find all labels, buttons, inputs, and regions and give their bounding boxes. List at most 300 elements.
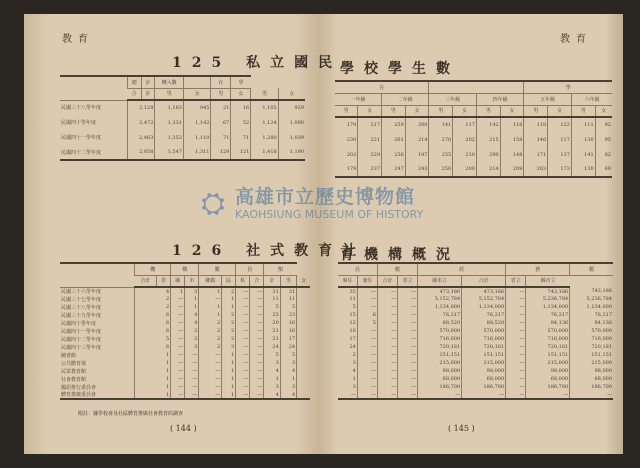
cell-value: — — [199, 383, 222, 391]
table-row — [338, 295, 613, 303]
table-row — [338, 359, 613, 367]
table-row — [338, 319, 613, 327]
cell-value: — — [506, 343, 526, 351]
table-row — [338, 311, 613, 319]
left-header: 教育 — [62, 34, 94, 45]
cell-value: 2 — [222, 335, 236, 343]
cell-value: 1,353 — [155, 130, 184, 145]
cell-value: 92 — [595, 117, 612, 132]
cell-value: 3 — [280, 383, 296, 391]
table-row — [338, 343, 613, 351]
column-header: 員 — [236, 263, 264, 275]
column-header: 構 — [171, 263, 199, 275]
column-header: 學 — [524, 81, 612, 93]
cell-value: — — [377, 295, 397, 303]
cell-value: 186,700 — [462, 383, 506, 391]
table-row — [335, 132, 612, 147]
table-row — [60, 359, 310, 367]
column-header: 合 — [250, 275, 264, 287]
cell-value: 221 — [358, 132, 382, 147]
cell-value — [297, 359, 310, 367]
table-row — [60, 367, 310, 375]
cell-value: — — [506, 303, 526, 311]
column-header: 數 — [199, 263, 236, 275]
column-header: 三年級 — [429, 93, 476, 105]
cell-value: — — [377, 327, 397, 335]
cell-value: 2 — [135, 303, 171, 311]
cell-value: 720,181 — [462, 343, 506, 351]
table-row — [338, 327, 613, 335]
cell-value: — — [185, 351, 199, 359]
cell-value: 116 — [500, 117, 524, 132]
table-row — [338, 383, 613, 391]
cell-value: 716,000 — [570, 335, 613, 343]
table-row — [335, 105, 612, 117]
cell-value: 215,000 — [418, 359, 462, 367]
cell-value: 210 — [453, 147, 477, 162]
cell-value: — — [185, 391, 199, 399]
table-row — [60, 375, 310, 383]
row-label: 民國四十三學年度 — [61, 344, 102, 351]
table-row — [60, 311, 310, 319]
cell-value: — — [398, 367, 418, 375]
stub-header — [60, 263, 135, 287]
column-header: 男 — [335, 105, 358, 117]
cell-value: — — [171, 335, 185, 343]
column-header: 五年級 — [524, 93, 571, 105]
cell-value: 6 — [135, 343, 171, 351]
cell-value: 35 — [349, 288, 356, 295]
cell-value: — — [185, 359, 199, 367]
table125-right — [335, 80, 612, 178]
cell-value: — — [506, 287, 526, 295]
cell-value: 1 — [185, 303, 199, 311]
column-header: 合 — [127, 88, 141, 100]
table-row — [338, 351, 613, 359]
cell-value: — — [398, 327, 418, 335]
cell-value: 118 — [524, 117, 548, 132]
column-header: 兼任 — [357, 275, 377, 287]
cell-value: — — [171, 359, 185, 367]
cell-value: — — [171, 391, 185, 399]
table-row — [60, 343, 310, 351]
table-row — [338, 335, 613, 343]
table-row — [60, 130, 305, 145]
cell-value — [297, 383, 310, 391]
column-header: 男 — [251, 88, 278, 100]
cell-value: — — [199, 391, 222, 399]
cell-value: 1,311 — [183, 145, 210, 160]
cell-value: 141 — [429, 117, 453, 132]
cell-value: 71 — [231, 130, 251, 145]
table125-title-right: 學校學生數 — [340, 61, 460, 77]
cell-value: — — [250, 327, 264, 335]
museum-logo-icon: ⛭ — [201, 186, 225, 221]
column-header: 四年級 — [476, 93, 523, 105]
cell-value: 17 — [349, 336, 356, 342]
cell-value: 202 — [453, 132, 477, 147]
cell-value: 1 — [222, 295, 236, 303]
cell-value: — — [357, 343, 377, 351]
cell-value: 1,134,000 — [462, 303, 506, 311]
column-header: 男 — [211, 88, 231, 100]
cell-value: 4 — [185, 311, 199, 319]
cell-value: 1,142 — [183, 115, 210, 130]
cell-value: 1,134,000 — [418, 303, 462, 311]
cell-value: 243 — [405, 162, 429, 177]
column-header: 員 — [338, 263, 377, 275]
cell-value: 76,217 — [462, 311, 506, 319]
table125-left — [60, 75, 305, 161]
column-header: 鄉鎮 — [199, 275, 222, 287]
watermark-en: KAOHSIUNG MUSEUM OF HISTORY — [235, 208, 424, 221]
cell-value: 21 — [264, 335, 280, 343]
cell-value: — — [377, 367, 397, 375]
cell-value: 142 — [476, 117, 500, 132]
cell-value: 52 — [231, 115, 251, 130]
cell-value: 4 — [264, 391, 280, 399]
table-row — [335, 117, 612, 132]
cell-value: — — [185, 375, 199, 383]
column-header: 女 — [278, 88, 305, 100]
cell-value: 148 — [500, 147, 524, 162]
cell-value: 202 — [346, 151, 357, 158]
column-header: 男 — [476, 105, 500, 117]
cell-value: — — [398, 303, 418, 311]
cell-value: 24 — [264, 343, 280, 351]
cell-value — [297, 303, 310, 311]
cell-value: — — [377, 351, 397, 359]
cell-value: — — [185, 367, 199, 375]
cell-value: 151,151 — [418, 351, 462, 359]
column-header: 計 — [264, 275, 280, 287]
cell-value: 3 — [280, 359, 296, 367]
cell-value: — — [506, 391, 526, 399]
watermark-zh: 高雄市立歷史博物館 — [235, 186, 416, 208]
table-row — [338, 367, 613, 375]
cell-value: 11 — [280, 295, 296, 303]
cell-value: 5,152,784 — [462, 295, 506, 303]
table-row — [60, 263, 310, 275]
cell-value: — — [377, 343, 397, 351]
cell-value: 5,236,784 — [526, 295, 570, 303]
footnote: 附註：據學校會及社區體育推廣社會教育的調查 — [78, 411, 184, 417]
cell-value: — — [506, 351, 526, 359]
column-header: 經 — [418, 263, 506, 275]
cell-value: 6 — [135, 311, 171, 319]
column-header: 男 — [524, 105, 548, 117]
cell-value: — — [357, 367, 377, 375]
table125-title-left: 125 私立國民 — [172, 55, 343, 71]
cell-value: 84,136 — [570, 319, 613, 327]
cell-value: — — [185, 383, 199, 391]
cell-value — [297, 311, 310, 319]
cell-value: 3 — [222, 343, 236, 351]
cell-value: 21 — [280, 287, 296, 295]
cell-value: 200 — [453, 162, 477, 177]
column-header: 省 — [157, 275, 171, 287]
cell-value: 1 — [222, 391, 236, 399]
cell-value: 716,000 — [462, 335, 506, 343]
row-label: 民國三十六學年度 — [61, 288, 102, 295]
column-header: 女 — [231, 88, 251, 100]
cell-value: — — [506, 319, 526, 327]
cell-value: — — [250, 303, 264, 311]
cell-value: 3 — [185, 287, 199, 295]
cell-value — [297, 343, 310, 351]
cell-value: — — [171, 303, 185, 311]
cell-value: — — [171, 343, 185, 351]
row-label: 公共體育場 — [61, 360, 87, 367]
cell-value: 1 — [222, 303, 236, 311]
cell-value: — — [398, 391, 418, 399]
cell-value: — — [506, 383, 526, 391]
cell-value: 122 — [548, 117, 572, 132]
column-header: 縣市立 — [526, 275, 570, 287]
cell-value: — — [250, 375, 264, 383]
column-header: 男 — [429, 105, 453, 117]
cell-value: 31 — [264, 287, 280, 295]
row-label: 社會教育館 — [61, 376, 87, 383]
cell-value: 4 — [135, 287, 171, 295]
table-row — [60, 295, 310, 303]
cell-value: 570,000 — [462, 327, 506, 335]
cell-value: 214 — [405, 132, 429, 147]
cell-value: — — [236, 335, 250, 343]
cell-value: 256 — [382, 147, 406, 162]
cell-value: 5 — [264, 303, 280, 311]
cell-value: 1,134,000 — [570, 303, 613, 311]
cell-value: 98,000 — [462, 367, 506, 375]
cell-value: — — [377, 375, 397, 383]
cell-value: 200 — [405, 117, 429, 132]
cell-value: — — [357, 295, 377, 303]
cell-value: 76,217 — [526, 311, 570, 319]
cell-value: — — [199, 359, 222, 367]
column-header: 縣 — [171, 275, 185, 287]
cell-value: — — [199, 295, 222, 303]
cell-value: — — [250, 359, 264, 367]
cell-value: 68,000 — [462, 375, 506, 383]
column-header: 在 — [335, 81, 429, 93]
cell-value: 5,152,784 — [418, 295, 462, 303]
cell-value: 1,547 — [155, 145, 184, 160]
cell-value: 1 — [222, 351, 236, 359]
cell-value: 1 — [135, 391, 171, 399]
cell-value: 1,183 — [155, 100, 184, 115]
cell-value: — — [506, 375, 526, 383]
cell-value: — — [357, 351, 377, 359]
column-header: 女 — [183, 88, 210, 100]
cell-value: 98,000 — [570, 367, 613, 375]
cell-value: 68,000 — [570, 375, 613, 383]
cell-value: 1,110 — [183, 130, 210, 145]
cell-value: — — [506, 327, 526, 335]
cell-value: — — [357, 359, 377, 367]
column-header: 女 — [500, 105, 524, 117]
cell-value: — — [250, 319, 264, 327]
cell-value — [297, 367, 310, 375]
cell-value: 76,217 — [418, 311, 462, 319]
column-header: 女 — [297, 275, 310, 287]
cell-value: 151,151 — [526, 351, 570, 359]
cell-value: 2 — [222, 319, 236, 327]
cell-value: 1,418 — [251, 145, 278, 160]
table-row — [60, 100, 305, 115]
cell-value: 570,000 — [418, 327, 462, 335]
cell-value: — — [236, 343, 250, 351]
cell-value: 95 — [595, 132, 612, 147]
cell-value: 186,700 — [418, 383, 462, 391]
cell-value: 1 — [222, 375, 236, 383]
row-label: 民國三十八學年度 — [61, 304, 102, 311]
row-label: 民國四十二學年度 — [61, 336, 102, 343]
cell-value: 4 — [185, 319, 199, 327]
cell-value: 16 — [231, 100, 251, 115]
cell-value: 2 — [135, 295, 171, 303]
cell-value: 2 — [185, 335, 199, 343]
cell-value: — — [398, 375, 418, 383]
cell-value: — — [171, 319, 185, 327]
table-row — [60, 351, 310, 359]
column-header: 省立 — [506, 275, 526, 287]
cell-value: 151,151 — [570, 351, 613, 359]
cell-value: 4 — [280, 367, 296, 375]
cell-value: 1,280 — [251, 130, 278, 145]
cell-value: — — [357, 391, 377, 399]
row-label: 民國四十學年度 — [61, 120, 97, 126]
column-header: 男 — [155, 88, 184, 100]
cell-value: — — [357, 375, 377, 383]
cell-value: — — [171, 375, 185, 383]
cell-value: 259 — [382, 117, 406, 132]
cell-value: — — [250, 391, 264, 399]
cell-value: — — [236, 287, 250, 295]
column-header: 在 — [211, 76, 231, 88]
column-header: 總 — [127, 76, 141, 88]
row-label: 民國三十八學年度 — [61, 105, 102, 112]
column-header: 學 — [231, 76, 251, 88]
cell-value: 1,331 — [155, 115, 184, 130]
cell-value: 15 — [349, 312, 356, 318]
cell-value: 67 — [211, 115, 231, 130]
cell-value: 1,134,000 — [526, 303, 570, 311]
cell-value: 5 — [280, 303, 296, 311]
cell-value: 98,000 — [418, 367, 462, 375]
table-row — [335, 93, 612, 105]
cell-value — [297, 375, 310, 383]
column-header: 男 — [382, 105, 406, 117]
column-header: 額 — [264, 263, 297, 275]
cell-value: — — [171, 327, 185, 335]
cell-value: 255 — [429, 147, 453, 162]
cell-value: 130 — [571, 132, 595, 147]
cell-value: 21 — [211, 100, 231, 115]
cell-value: 743,186 — [570, 287, 613, 295]
cell-value — [297, 319, 310, 327]
cell-value: 117 — [548, 132, 572, 147]
cell-value: 20 — [264, 319, 280, 327]
table-row — [60, 76, 305, 88]
left-page-number: ( 144 ) — [170, 424, 197, 433]
cell-value: 215,000 — [462, 359, 506, 367]
cell-value: 209 — [500, 162, 524, 177]
cell-value: 5 — [357, 319, 377, 327]
cell-value — [297, 327, 310, 335]
row-label: 體育推廣委員會 — [60, 391, 135, 399]
cell-value: 1,039 — [278, 130, 305, 145]
cell-value: 24 — [280, 343, 296, 351]
cell-value: 1 — [135, 367, 171, 375]
cell-value: 25 — [264, 311, 280, 319]
table126-title-right: 育機構概況 — [340, 247, 460, 263]
cell-value: 290 — [476, 147, 500, 162]
cell-value: 2 — [352, 352, 356, 358]
cell-value: 1,124 — [251, 115, 278, 130]
cell-value: 11 — [264, 295, 280, 303]
cell-value: 4 — [352, 368, 356, 374]
row-label: 民國三十九學年度 — [61, 312, 102, 319]
cell-value: — — [570, 391, 613, 399]
cell-value: 229 — [358, 147, 382, 162]
column-header — [183, 76, 210, 88]
column-header: 女 — [358, 105, 382, 117]
row-label: 民國四十二學年度 — [60, 145, 127, 160]
cell-value: 68,000 — [418, 375, 462, 383]
cell-value: 716,000 — [526, 335, 570, 343]
table-row — [338, 375, 613, 383]
cell-value: 1 — [222, 367, 236, 375]
cell-value: — — [338, 391, 357, 399]
cell-value: — — [398, 335, 418, 343]
column-header: 縣市立 — [418, 275, 462, 287]
column-header: 男 — [280, 275, 296, 287]
cell-value: 2 — [199, 327, 222, 335]
cell-value: — — [526, 391, 570, 399]
cell-value: 1 — [199, 311, 222, 319]
cell-value: — — [506, 367, 526, 375]
cell-value: 1 — [135, 383, 171, 391]
column-header: 省立 — [398, 275, 418, 287]
cell-value: — — [506, 295, 526, 303]
table-row — [338, 303, 613, 311]
column-header: 六年級 — [571, 93, 612, 105]
cell-value: 6 — [135, 327, 171, 335]
cell-value: 21 — [264, 327, 280, 335]
column-header: 市 — [185, 275, 199, 287]
cell-value — [297, 335, 310, 343]
cell-value: — — [236, 327, 250, 335]
cell-value: 5 — [135, 335, 171, 343]
cell-value: 2 — [199, 343, 222, 351]
column-header: 專任 — [338, 275, 357, 287]
cell-value: 3 — [264, 383, 280, 391]
cell-value: — — [250, 287, 264, 295]
cell-value: — — [398, 295, 418, 303]
cell-value: 24 — [349, 344, 356, 350]
cell-value: — — [506, 359, 526, 367]
cell-value: — — [236, 375, 250, 383]
cell-value: 270 — [429, 132, 453, 147]
stub-header — [60, 76, 127, 100]
table-row — [60, 115, 305, 130]
cell-value: 16 — [349, 328, 356, 334]
cell-value: — — [236, 319, 250, 327]
column-header: 數 — [377, 263, 417, 275]
cell-value: — — [377, 391, 397, 399]
cell-value: — — [398, 359, 418, 367]
cell-value: — — [236, 367, 250, 375]
